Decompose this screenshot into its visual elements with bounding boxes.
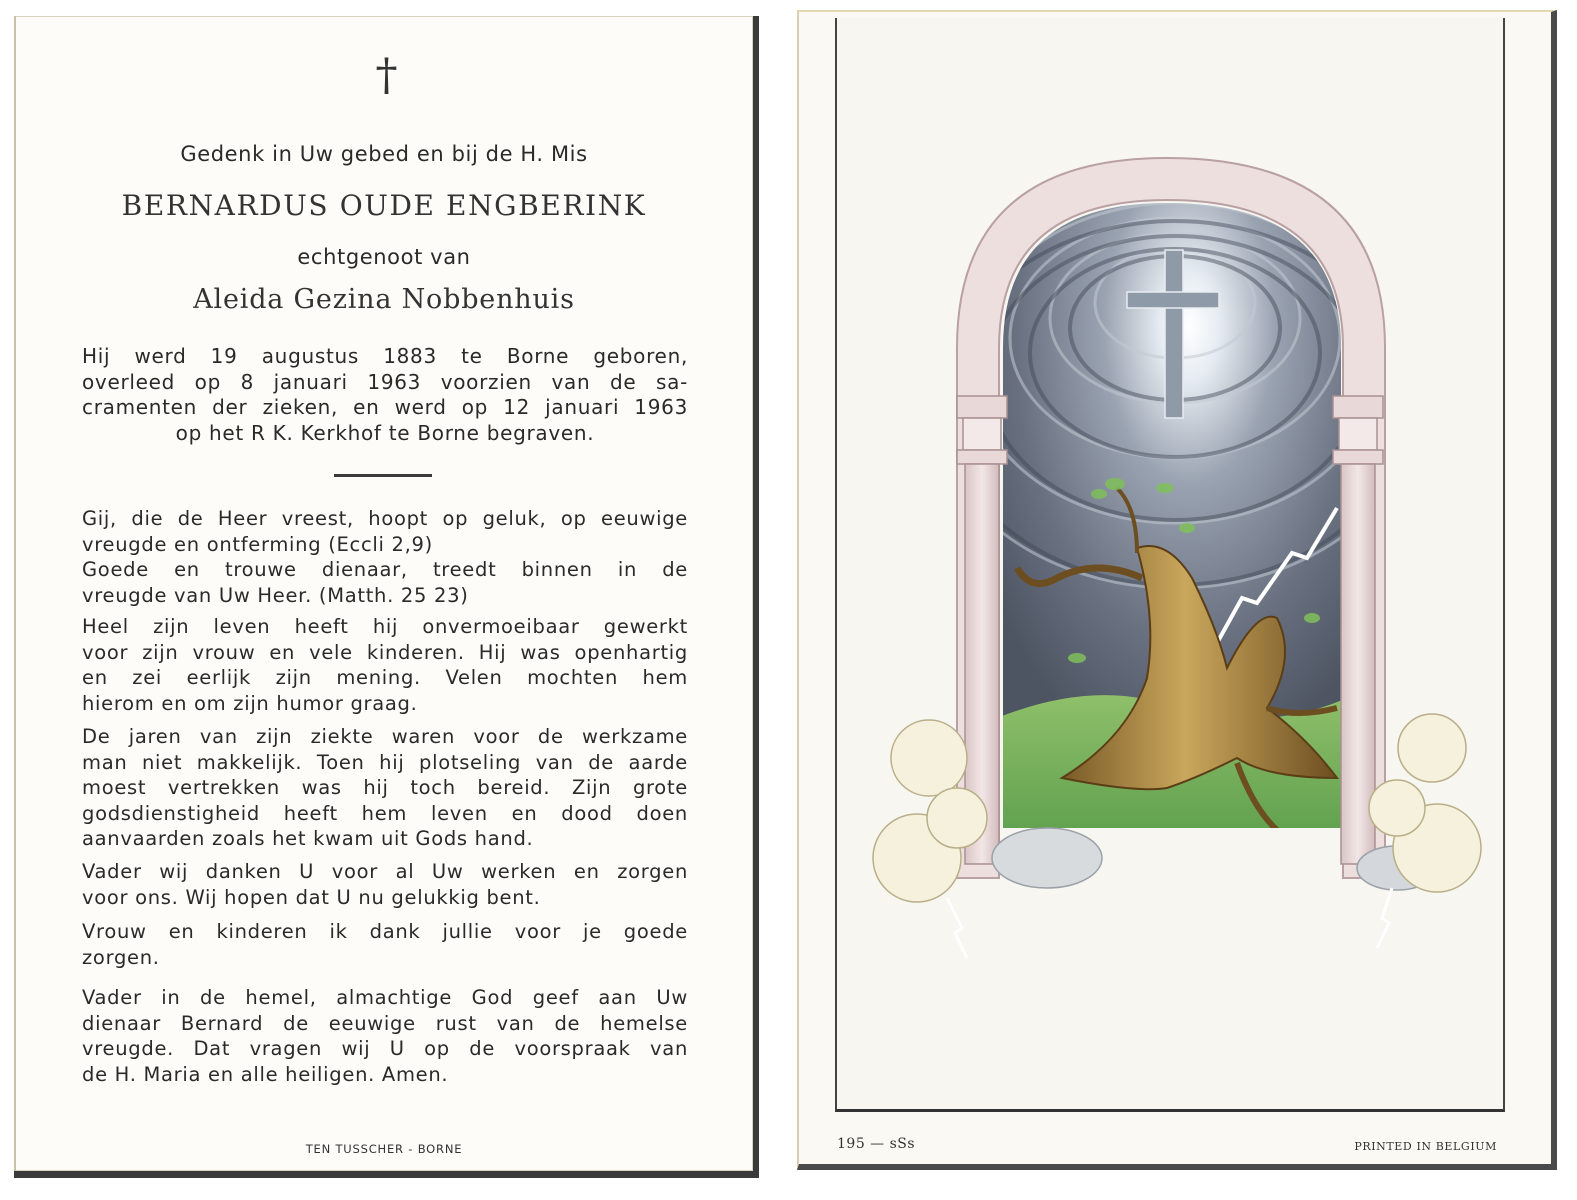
lightning-bolt [1377,888,1392,948]
text-line: dienaar Bernard de eeuwige rust van de hemelse [82,1011,688,1035]
bio-line: op het R K. Kerkhof te Borne begraven. [175,420,595,445]
relation-line: echtgenoot van [297,245,471,269]
text-line: man niet makkelijk. Toen hij plotseling van de aarde [82,750,688,774]
memorial-text-card [14,16,759,1178]
bio-line: Hij werd 19 augustus 1883 te Borne geboren, [82,344,688,368]
bio-line: overleed op 8 januari 1963 voorzien van de sa- [82,369,688,394]
paragraph-thanks [82,859,688,910]
text-line: voor ons. Wij hopen dat U nu gelukkig bent. [82,885,541,909]
paragraph-illness [82,724,688,852]
lightning-bolt [947,898,967,958]
paragraph-scripture [82,506,688,608]
paragraph-family [82,919,688,970]
text-line: Vader in de hemel, almachtige God geef aan Uw [82,986,688,1009]
text-line: Vrouw en kinderen ik dank jullie voor je goede [82,920,688,943]
text-line: De jaren van zijn ziekte waren voor de werkzame [82,725,688,748]
printed-in-label: PRINTED IN BELGIUM [1354,1140,1497,1153]
biography-block [82,344,688,446]
text-line: zorgen. [82,945,160,969]
text-line: vreugde. Dat vragen wij U op de voorspraak van [82,1037,688,1060]
rock [992,828,1102,888]
text-line: vreugde en ontferming (Eccli 2,9) [82,532,433,556]
cross-icon: † [375,50,398,101]
text-line: voor zijn vrouw en vele kinderen. Hij was openhartig [82,640,688,664]
text-line: en zei eerlijk zijn mening. Velen mochten hem [82,666,688,689]
text-line: Gij, die de Heer vreest, hoopt op geluk, op eeuwige [82,507,688,530]
separator-rule [334,474,432,477]
text-line: hierom en om zijn humor graag. [82,691,418,715]
spouse-name: Aleida Gezina Nobbenhuis [193,284,575,315]
printer-credit: TEN TUSSCHER - BORNE [305,1142,463,1156]
memorial-image-card [797,10,1557,1170]
paragraph-life [82,614,688,716]
text-line: Heel zijn leven heeft hij onvermoeibaar gewerkt [82,615,688,638]
intro-line: Gedenk in Uw gebed en bij de H. Mis [180,142,588,166]
text-line: moest vertrekken was hij toch bereid. Zijn grote [82,776,688,799]
deceased-name: BERNARDUS OUDE ENGBERINK [121,189,647,222]
illustration-frame [835,18,1505,1112]
text-line: vreugde van Uw Heer. (Matth. 25 23) [82,583,469,607]
text-line: Vader wij danken U voor al Uw werken en zorgen [82,860,688,883]
text-line: Goede en trouwe dienaar, treedt binnen in de [82,558,688,581]
arch-tree-illustration [837,18,1503,1108]
text-line: godsdienstigheid heeft hem leven en dood doen [82,801,688,825]
bio-line: cramenten der zieken, en werd op 12 januari 1963 [82,395,688,419]
catalog-number: 195 — sSs [837,1136,916,1152]
text-line: aanvaarden zoals het kwam uit Gods hand. [82,827,534,850]
text-line: de H. Maria en alle heiligen. Amen. [82,1062,449,1086]
paragraph-prayer [82,985,688,1087]
